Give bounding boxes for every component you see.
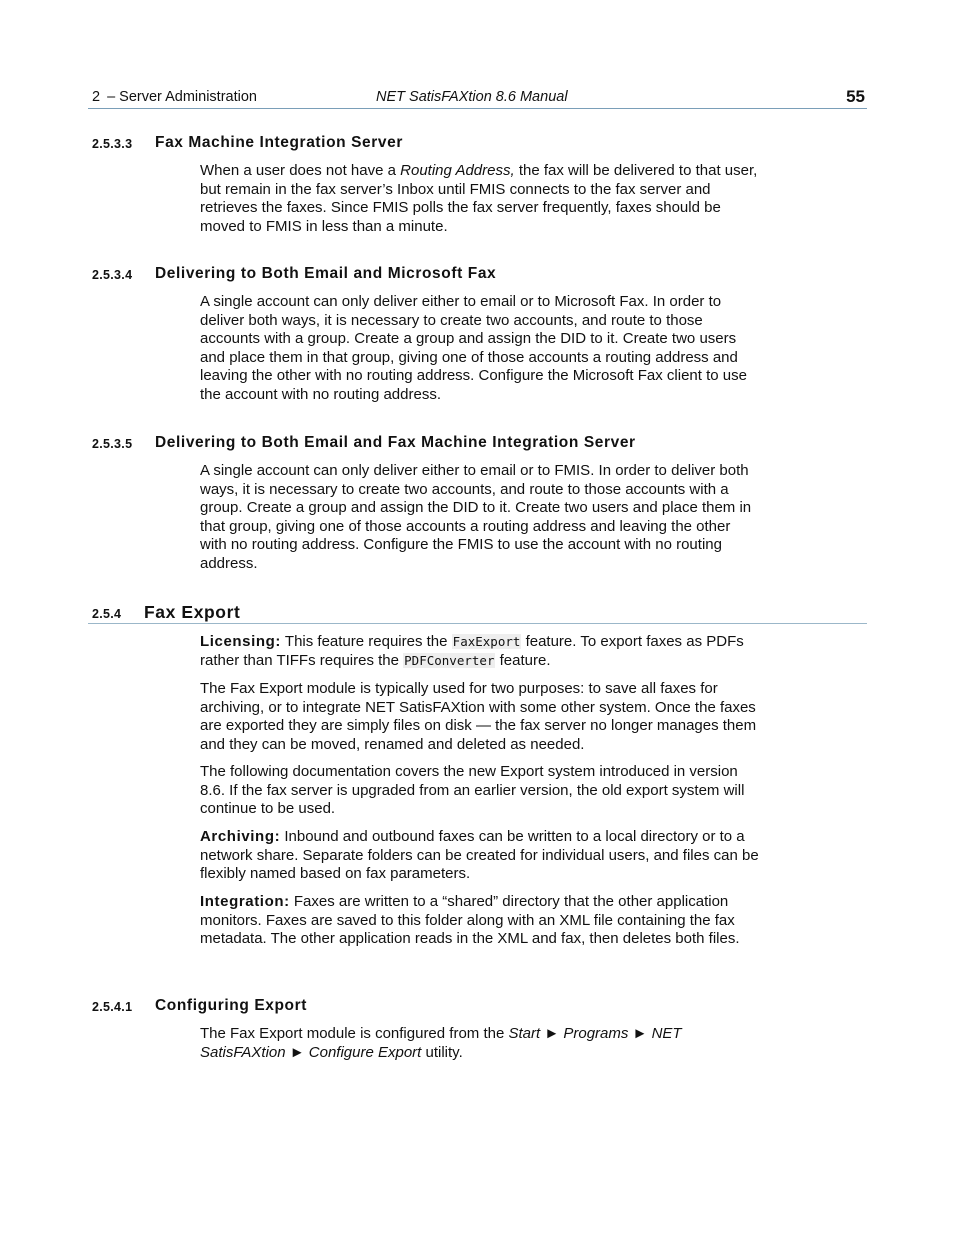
section-title: Delivering to Both Email and Microsoft Fax xyxy=(155,265,497,282)
text-run: feature. xyxy=(495,651,551,669)
section-title: Fax Machine Integration Server xyxy=(155,134,403,151)
menu-path-programs: Programs xyxy=(563,1025,629,1042)
text-run: Faxes are written to a “shared” directory that the other application monitors. Faxes are saved to this folder along with an XML file containing the fax metadata. The other application reads in the XML and fax, then deletes both files. xyxy=(200,893,740,948)
section-title: Delivering to Both Email and Fax Machine Integration Server xyxy=(155,434,636,451)
text-run: The Fax Export module is configured from the xyxy=(200,1025,509,1042)
running-header xyxy=(88,87,867,109)
paragraph-email-fmis: A single account can only deliver either to email or to FMIS. In order to deliver both ways, it is necessary to create two accounts, and route to those accounts with a group. Create a group and assign the DID to it. Create two users and place them in that group, giving one of those accounts a routing address and leaving the other with no routing address. Configure the FMIS to use the account with no routing address. xyxy=(200,462,752,572)
text-run: utility. xyxy=(421,1043,463,1061)
paragraph-configuring-export xyxy=(200,1025,760,1062)
chapter-title: – Server Administration xyxy=(107,89,257,105)
paragraph-archiving xyxy=(200,828,760,884)
text-run: the fax will be delivered to that user, but remain in the fax server’s Inbox until FMIS connects to the fax server and retrieves the faxes. Since FMIS polls the fax server frequently, faxes should be moved to FMIS in less than a minute. xyxy=(200,162,758,235)
licensing-label: Licensing: xyxy=(200,633,282,650)
menu-path-configure-export: Configure Export xyxy=(308,1043,422,1061)
menu-arrow: ► xyxy=(540,1025,564,1042)
paragraph-new-export-system: The following documentation covers the new Export system introduced in version 8.6. If the fax server is upgraded from an earlier version, the old export system will continue to be used. xyxy=(200,763,745,818)
menu-path-net-satisfaxtion: NET SatisFAXtion xyxy=(200,1025,682,1061)
paragraph-email-microsoft-fax: A single account can only deliver either to email or to Microsoft Fax. In order to deliver both ways, it is necessary to create two accounts, and route to those accounts with a group. Create a group and assign the DID to it. Create two users and place them in that group, giving one of those accounts a routing address and leaving the other with no routing address. Configure the Microsoft Fax client to use the account with no routing address. xyxy=(200,293,747,403)
section-title: Configuring Export xyxy=(155,997,308,1014)
section-number: 2.5.4.1 xyxy=(92,1000,133,1014)
menu-path-start: Start xyxy=(508,1025,541,1042)
archiving-label: Archiving: xyxy=(200,828,281,845)
page-number: 55 xyxy=(846,87,865,106)
section-number: 2.5.4 xyxy=(92,607,122,621)
chapter-number: 2 xyxy=(92,89,101,105)
text-run: This feature requires the xyxy=(281,633,452,650)
emphasis-routing-address: Routing Address, xyxy=(400,162,515,179)
code-faxexport: FaxExport xyxy=(452,634,521,649)
text-run: Inbound and outbound faxes can be written to a local directory or to a network share. Separate folders can be created for individual users, and files can be flexibly named based on fax parameters. xyxy=(200,828,759,883)
section-number: 2.5.3.5 xyxy=(92,437,133,451)
paragraph-licensing xyxy=(200,633,760,670)
text-run: When a user does not have a xyxy=(200,162,401,179)
code-pdfconverter: PDFConverter xyxy=(404,652,495,668)
integration-label: Integration: xyxy=(200,893,290,910)
section-number: 2.5.3.4 xyxy=(92,268,133,282)
chapter-label xyxy=(92,89,257,105)
menu-arrow: ► xyxy=(285,1043,309,1061)
paragraph-fmis-routing xyxy=(200,162,760,236)
section-number: 2.5.3.3 xyxy=(92,137,133,151)
menu-arrow: ► xyxy=(628,1025,652,1042)
text-run: feature. To export faxes as PDFs rather than TIFFs requires the xyxy=(200,633,744,669)
paragraph-fax-export-purposes: The Fax Export module is typically used for two purposes: to save all faxes for archiving, or to integrate NET SatisFAXtion with some other system. Once the faxes are exported they are simply files on disk — the fax server no longer manages them and they can be moved, renamed and deleted as needed. xyxy=(200,680,757,753)
section-title: Fax Export xyxy=(144,602,241,622)
section-heading-254 xyxy=(88,602,867,624)
paragraph-integration xyxy=(200,893,760,949)
manual-title: NET SatisFAXtion 8.6 Manual xyxy=(376,89,568,105)
